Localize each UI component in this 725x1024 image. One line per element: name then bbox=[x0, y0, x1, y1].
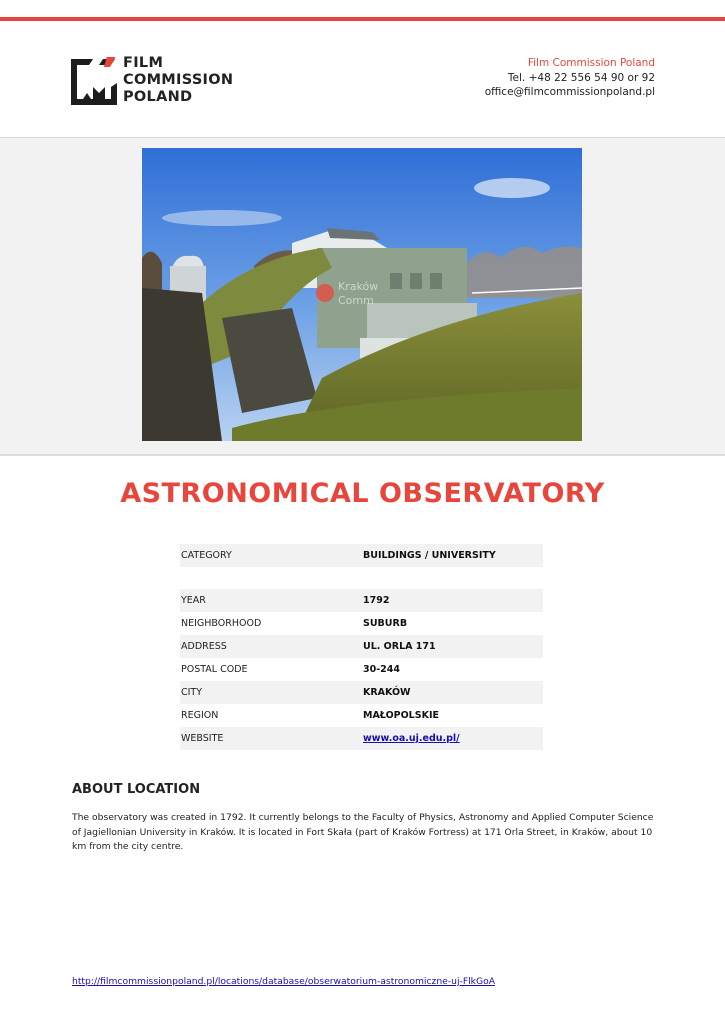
page-header bbox=[0, 21, 725, 138]
contact-info bbox=[485, 56, 655, 100]
fact-spacer bbox=[180, 567, 543, 589]
fact-value: KRAKÓW bbox=[362, 681, 543, 704]
fact-label: CITY bbox=[180, 681, 362, 704]
logo-line-commission: COMMISSION bbox=[123, 72, 234, 88]
fact-row-neighborhood bbox=[180, 612, 543, 635]
logo-wordmark bbox=[123, 55, 233, 106]
contact-email[interactable]: office@filmcommissionpoland.pl bbox=[484, 86, 655, 98]
svg-text:Comm: Comm bbox=[338, 294, 374, 307]
fact-value: 1792 bbox=[362, 589, 543, 612]
fact-label: ADDRESS bbox=[180, 635, 362, 658]
fact-value: 30-244 bbox=[363, 664, 400, 675]
fact-row-address bbox=[180, 635, 543, 658]
fact-value bbox=[362, 727, 543, 750]
fact-value: MAŁOPOLSKIE bbox=[363, 710, 439, 721]
photo-divider bbox=[0, 454, 725, 456]
fact-value: BUILDINGS / UNIVERSITY bbox=[362, 544, 543, 567]
logo-line-film: FILM bbox=[123, 55, 164, 71]
website-link[interactable]: www.oa.uj.edu.pl/ bbox=[363, 733, 460, 744]
fact-label: NEIGHBORHOOD bbox=[181, 618, 262, 629]
about-text: The observatory was created in 1792. It currently belongs to the Faculty of Physics, Astronomy and Applied Computer Science of Jagiellonian University in Kraków. It is located in Fort Skała (part of Kraków Fortress) at 171 Orla Street, in Kraków, about 10 km from the city centre. bbox=[72, 812, 654, 852]
fact-value: SUBURB bbox=[363, 618, 408, 629]
fact-row-region bbox=[180, 704, 543, 727]
fact-label: YEAR bbox=[180, 589, 362, 612]
film-commission-logo-mark-icon bbox=[69, 57, 119, 107]
fact-row-postal-code bbox=[180, 658, 543, 681]
contact-phone[interactable]: Tel. +48 22 556 54 90 or 92 bbox=[507, 71, 655, 84]
about-heading: ABOUT LOCATION bbox=[72, 782, 201, 797]
fact-label: POSTAL CODE bbox=[181, 664, 248, 675]
film-commission-logo[interactable] bbox=[69, 55, 239, 111]
fact-row-city bbox=[180, 681, 543, 704]
contact-organization: Film Commission Poland bbox=[527, 57, 655, 69]
fact-row-category bbox=[180, 544, 543, 567]
fact-value: UL. ORLA 171 bbox=[362, 635, 543, 658]
fact-label: WEBSITE bbox=[180, 727, 362, 750]
svg-text:Kraków: Kraków bbox=[338, 280, 379, 293]
fact-label: CATEGORY bbox=[180, 544, 362, 567]
location-facts-table bbox=[180, 544, 543, 750]
location-title: ASTRONOMICAL OBSERVATORY bbox=[120, 478, 605, 509]
observatory-photo-image bbox=[142, 148, 582, 441]
fact-row-year bbox=[180, 589, 543, 612]
logo-line-poland: POLAND bbox=[123, 89, 193, 105]
source-url-link[interactable]: http://filmcommissionpoland.pl/locations/database/obserwatorium-astronomiczne-uj-FlkGoA bbox=[72, 976, 496, 987]
fact-label: REGION bbox=[181, 710, 219, 721]
observatory-photo bbox=[142, 148, 582, 441]
fact-row-website bbox=[180, 727, 543, 750]
